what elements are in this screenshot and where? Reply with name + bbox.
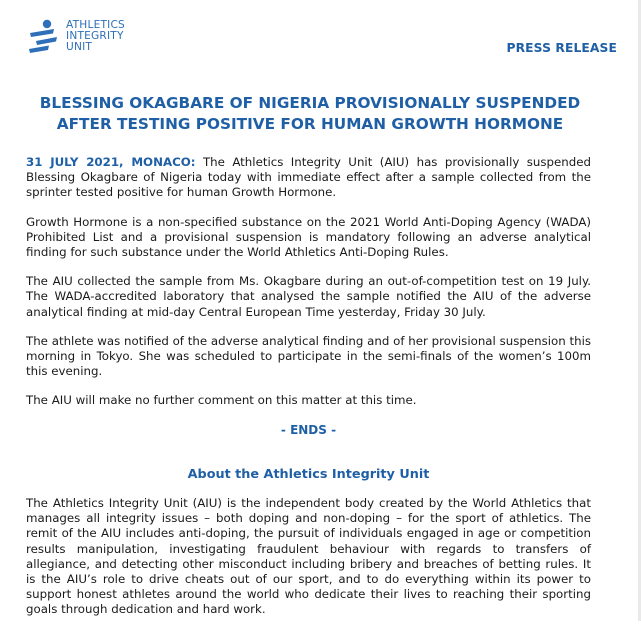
logo-wordmark [66,18,125,53]
dateline: 31 JULY 2021, MONACO: [26,155,196,169]
logo-line-unit: UNIT [66,41,93,53]
ends-marker: - ENDS - [280,422,337,437]
athlete-logo-icon [27,18,61,54]
press-release-label: PRESS RELEASE [506,41,617,55]
about-heading: About the Athletics Integrity Unit [187,466,430,482]
paragraph-5: The AIU will make no further comment on this matter at this time. [26,393,417,408]
logo-line-integrity: INTEGRITY [66,30,124,42]
headline [30,93,590,135]
headline-line-1: BLESSING OKAGBARE OF NIGERIA PROVISIONALLY SUSPENDED [39,94,581,112]
paragraph-4: The athlete was notified of the adverse analytical finding and of her provisional suspension this morning in Tokyo. She was scheduled to participate in the semi-finals of the women’s 100m this evening. [26,333,591,379]
paragraph-2: Growth Hormone is a non-specified substance on the 2021 World Anti-Doping Agency (WADA) Prohibited List and a provisional suspension is mandatory following an adverse analytical finding for such substance under the World Athletics Anti-Doping Rules. [26,214,591,260]
aiu-logo [27,18,125,54]
paragraph-1-text: The Athletics Integrity Unit (AIU) has provisionally suspended Blessing Okagbare of Nigeria today with immediate effect after a sample collected from the sprinter tested positive for human Growth Hormone. [26,155,591,200]
paragraph-1 [26,155,591,201]
paragraph-3: The AIU collected the sample from Ms. Okagbare during an out-of-competition test on 19 July. The WADA-accredited laboratory that analysed the sample notified the AIU of the adverse analytical finding at mid-day Central European Time yesterday, Friday 30 July. [26,274,591,319]
logo-line-athletics: ATHLETICS [66,19,125,31]
article-body [26,155,591,632]
headline-line-2: AFTER TESTING POSITIVE FOR HUMAN GROWTH HORMONE [56,115,564,133]
about-paragraph: The Athletics Integrity Unit (AIU) is the independent body created by the World Athletics that manages all integrity issues – both doping and non-doping – for the sport of athletics. The remit of the AIU includes anti-doping, the pursuit of individuals engaged in age or competition results manipulation, investigating fraudulent behaviour with regards to transfers of allegiance, and detecting other misconduct including bribery and breaches of betting rules. It is the AIU’s role to drive cheats out of our sport, and to do everything within its power to support honest athletes around the world who dedicate their lives to reaching their sporting goals through dedication and hard work. [26,496,591,617]
